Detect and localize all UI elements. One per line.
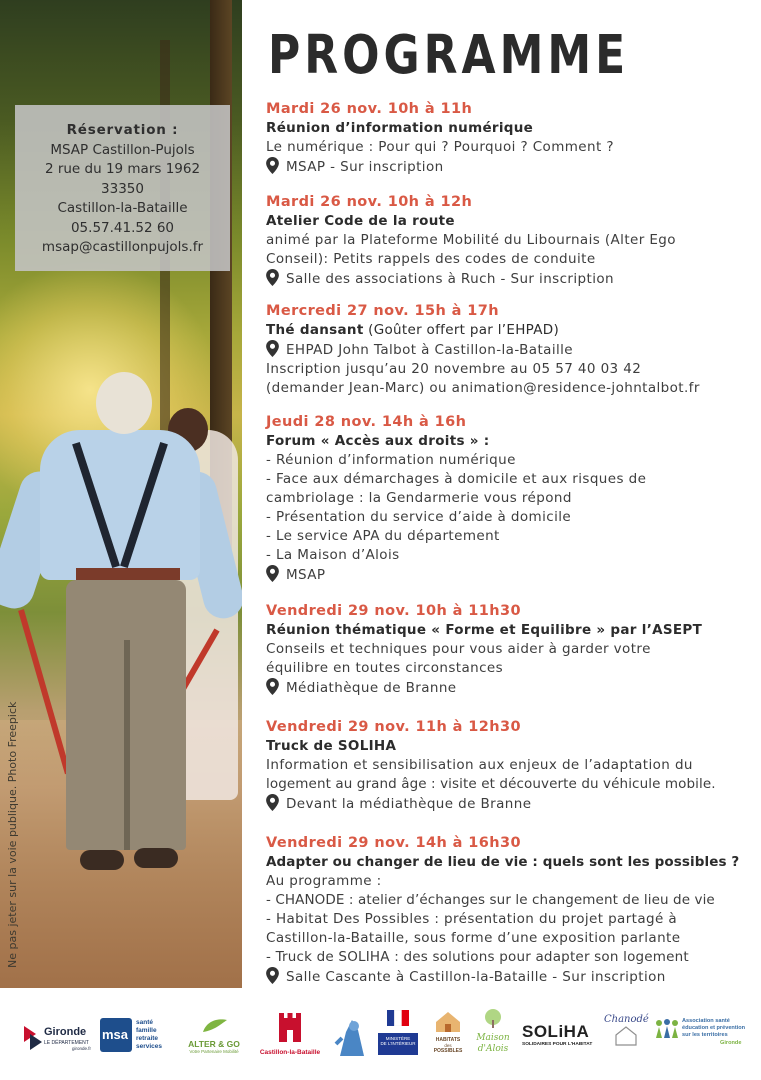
gironde-sub: LE DÉPARTEMENT	[44, 1040, 89, 1046]
map-pin-icon	[266, 794, 279, 811]
asept-line: Association santé	[682, 1018, 730, 1024]
event-block	[266, 718, 754, 814]
event-block	[266, 100, 754, 177]
event-block	[266, 834, 754, 987]
gironde-mark-icon	[22, 1024, 42, 1050]
reservation-title: Réservation :	[66, 122, 179, 138]
event-description: - Présentation du service d’aide à domicile	[266, 509, 572, 525]
msa-line: services	[136, 1043, 163, 1050]
gironde-url: gironde.fr	[72, 1046, 92, 1051]
logo-chanode	[604, 1014, 648, 1060]
logo-habitats-des-possibles	[428, 1010, 468, 1060]
house-outline-icon	[614, 1025, 638, 1047]
event-location: MSAP	[286, 567, 326, 583]
habitats-line: POSSIBLES	[433, 1048, 463, 1054]
event-location-row	[266, 269, 754, 289]
event-location: Salle Cascante à Castillon-la-Bataille - Sur inscription	[286, 969, 666, 985]
event-description: Castillon-la-Bataille, sous forme d’une exposition parlante	[266, 930, 681, 946]
map-pin-icon	[266, 967, 279, 984]
map-pin-icon	[266, 157, 279, 174]
event-location-row	[266, 967, 754, 987]
ministere-line: MINISTÈRE	[385, 1036, 411, 1041]
event-title: Forum « Accès aux droits » :	[266, 433, 490, 449]
msa-line: retraite	[136, 1035, 159, 1042]
event-title-note: (Goûter offert par l’EHPAD)	[363, 322, 560, 338]
event-description: - CHANODE : atelier d’échanges sur le changement de lieu de vie	[266, 892, 715, 908]
castle-crest-icon	[275, 1010, 305, 1044]
event-title: Réunion d’information numérique	[266, 120, 534, 136]
event-location: MSAP - Sur inscription	[286, 159, 444, 175]
event-title: Réunion thématique « Forme et Equilibre » par l’ASEPT	[266, 622, 703, 638]
event-location-row	[266, 794, 754, 814]
event-description: Information et sensibilisation aux enjeux de l’adaptation du	[266, 757, 693, 773]
asept-line: sur les territoires	[682, 1032, 728, 1038]
event-description: - Habitat Des Possibles : présentation du projet partagé à	[266, 911, 678, 927]
event-location: Devant la médiathèque de Branne	[286, 796, 532, 812]
reservation-line: 33350	[101, 180, 144, 197]
leaf-icon	[199, 1018, 229, 1034]
soliha-name: SOLiHA	[522, 1022, 590, 1041]
event-description: - Face aux démarchages à domicile et aux risques de	[266, 471, 647, 487]
reservation-phone: 05.57.41.52 60	[70, 219, 175, 236]
event-description: Conseil): Petits rappels des codes de conduite	[266, 251, 596, 267]
logo-maison-alois	[470, 1008, 516, 1064]
alterego-name: ALTER & GO	[188, 1039, 240, 1049]
event-description: équilibre en toutes circonstances	[266, 660, 504, 676]
msa-line: santé	[136, 1019, 153, 1026]
page-title: PROGRAMME	[268, 24, 630, 87]
photo-credit: Ne pas jeter sur la voie publique. Photo Freepick	[6, 701, 19, 968]
asept-sub: Gironde	[720, 1040, 742, 1046]
event-title: Adapter ou changer de lieu de vie : quels sont les possibles ?	[266, 854, 740, 870]
event-date: Jeudi 28 nov. 14h à 16h	[266, 414, 467, 430]
event-description: Conseils et techniques pour vous aider à garder votre	[266, 641, 651, 657]
event-title: Thé dansant	[266, 322, 364, 338]
event-location: Médiathèque de Branne	[286, 680, 457, 696]
event-description: - Le service APA du département	[266, 528, 500, 544]
soliha-sub: SOLIDAIRES POUR L'HABITAT	[522, 1042, 593, 1047]
event-date: Vendredi 29 nov. 14h à 16h30	[266, 835, 521, 851]
event-location: EHPAD John Talbot à Castillon-la-Bataille	[286, 342, 573, 358]
french-flag-icon	[387, 1010, 409, 1026]
reservation-line: 2 rue du 19 mars 1962	[44, 161, 201, 177]
ministere-band	[378, 1033, 418, 1055]
ministere-line: DE L'INTÉRIEUR	[380, 1041, 416, 1046]
event-location-row	[266, 340, 754, 360]
event-date: Vendredi 29 nov. 10h à 11h30	[266, 603, 521, 619]
map-pin-icon	[266, 340, 279, 357]
event-description: cambriolage : la Gendarmerie vous répond	[266, 490, 572, 506]
mascot-icon	[334, 1014, 370, 1058]
event-location-row	[266, 157, 754, 177]
logo-mascot	[334, 1014, 370, 1058]
maison-name: Maison d'Alois	[476, 1033, 510, 1054]
chanode-name: Chanodé	[604, 1014, 649, 1025]
map-pin-icon	[266, 678, 279, 695]
map-pin-icon	[266, 269, 279, 286]
event-date: Mardi 26 nov. 10h à 11h	[266, 101, 473, 117]
event-date: Mardi 26 nov. 10h à 12h	[266, 194, 473, 210]
walker-shoe-left	[80, 850, 124, 870]
reservation-line: Castillon-la-Bataille	[57, 200, 188, 216]
gironde-name: Gironde	[44, 1026, 87, 1038]
habitats-line: des	[444, 1043, 452, 1048]
event-description: - Réunion d’information numérique	[266, 452, 516, 468]
walker-shoe-right	[134, 848, 178, 868]
map-pin-icon	[266, 565, 279, 582]
walker-shirt	[40, 430, 200, 580]
event-title: Truck de SOLIHA	[266, 738, 397, 754]
habitats-line: HABITATS	[435, 1037, 461, 1043]
logo-castillon	[254, 1010, 326, 1060]
logo-asept	[654, 1016, 754, 1056]
event-block	[266, 602, 754, 698]
asept-line: éducation et prévention	[682, 1025, 746, 1031]
event-location: Salle des associations à Ruch - Sur inscription	[286, 271, 614, 287]
people-group-icon	[654, 1018, 680, 1040]
msa-name: msa	[102, 1027, 129, 1042]
event-block	[266, 193, 754, 289]
walker-belt	[76, 568, 180, 580]
msa-line: famille	[136, 1027, 157, 1034]
tree-icon	[478, 1008, 508, 1028]
event-description: - La Maison d’Alois	[266, 547, 400, 563]
event-description: logement au grand âge : visite et découverte du véhicule mobile.	[266, 776, 716, 792]
event-date: Vendredi 29 nov. 11h à 12h30	[266, 719, 521, 735]
castillon-name: Castillon-la-Bataille	[259, 1049, 321, 1056]
reservation-line: MSAP Castillon-Pujols	[50, 141, 195, 158]
event-date: Mercredi 27 nov. 15h à 17h	[266, 303, 500, 319]
event-block	[266, 302, 754, 398]
alterego-sub: Votre Partenaire Mobilité	[189, 1049, 239, 1054]
event-block	[266, 413, 754, 585]
logo-soliha	[522, 1022, 596, 1052]
logo-msa	[100, 1018, 172, 1058]
reservation-box	[15, 105, 230, 271]
event-title-row	[266, 321, 754, 340]
trousers-seam	[124, 640, 130, 850]
event-description: Au programme :	[266, 873, 382, 889]
event-description: Inscription jusqu’au 20 novembre au 05 57 40 03 42	[266, 361, 642, 377]
house-icon	[434, 1010, 462, 1032]
event-description: Le numérique : Pour qui ? Pourquoi ? Comment ?	[266, 139, 614, 155]
event-description: - Truck de SOLIHA : des solutions pour adapter son logement	[266, 949, 689, 965]
walker-head	[96, 372, 152, 434]
event-location-row	[266, 678, 754, 698]
logo-ministere	[378, 1010, 418, 1060]
event-description: (demander Jean-Marc) ou animation@residence-johntalbot.fr	[266, 380, 700, 396]
logo-gironde	[22, 1022, 92, 1058]
partner-logos	[0, 1000, 761, 1080]
event-location-row	[266, 565, 754, 585]
logo-alter-and-go	[180, 1018, 248, 1058]
reservation-email[interactable]: msap@castillonpujols.fr	[41, 239, 204, 255]
event-title: Atelier Code de la route	[266, 213, 455, 229]
event-description: animé par la Plateforme Mobilité du Libournais (Alter Ego	[266, 232, 676, 248]
